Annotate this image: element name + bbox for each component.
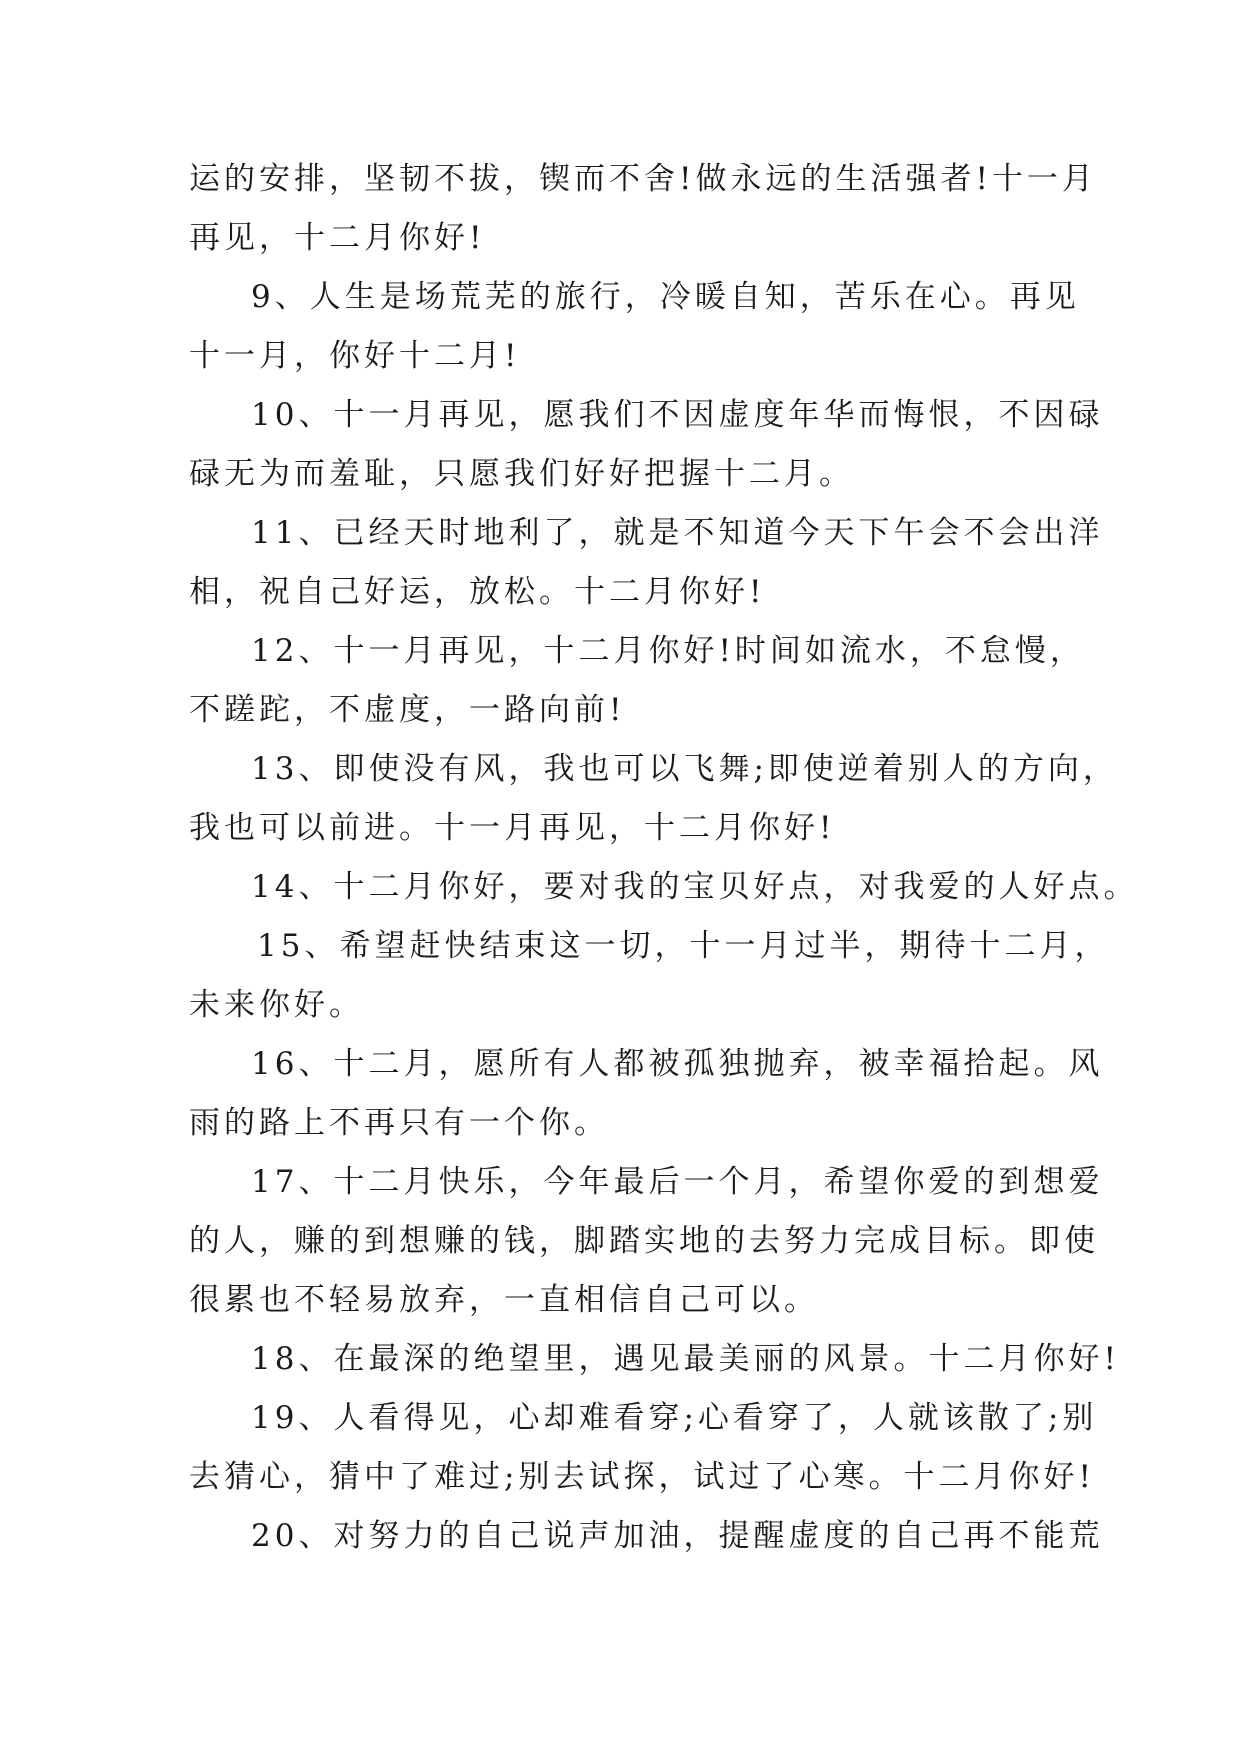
text-line: 再见，十二月你好! [189, 220, 486, 256]
text-line: 雨的路上不再只有一个你。 [189, 1105, 609, 1141]
text-line: 十一月，你好十二月! [189, 338, 521, 374]
paragraph-19-line: 19、人看得见，心却难看穿;心看穿了，人就该散了;别 [251, 1400, 1098, 1436]
paragraph-20-line: 20、对努力的自己说声加油，提醒虚度的自己再不能荒 [251, 1518, 1104, 1554]
text-line: 去猜心，猜中了难过;别去试探，试过了心寒。十二月你好! [189, 1459, 1095, 1495]
paragraph-14-line: 14、十二月你好，要对我的宝贝好点，对我爱的人好点。 [251, 869, 1139, 905]
paragraph-17-line: 17、十二月快乐，今年最后一个月，希望你爱的到想爱 [251, 1164, 1104, 1200]
paragraph-9-line: 9、人生是场荒芜的旅行，冷暖自知，苦乐在心。再见 [251, 279, 1080, 315]
paragraph-18-line: 18、在最深的绝望里，遇见最美丽的风景。十二月你好! [251, 1341, 1120, 1377]
paragraph-12-line: 12、十一月再见，十二月你好!时间如流水，不怠慢， [251, 633, 1085, 669]
text-line: 运的安排，坚韧不拔，锲而不舍!做永远的生活强者!十一月 [189, 161, 1097, 197]
text-line: 不蹉跎，不虚度，一路向前! [189, 692, 626, 728]
document-body [189, 150, 1139, 1566]
text-line: 我也可以前进。十一月再见，十二月你好! [189, 810, 836, 846]
text-line: 相，祝自己好运，放松。十二月你好! [189, 574, 766, 610]
paragraph-15-line: 15、希望赶快结束这一切，十一月过半，期待十二月， [257, 928, 1110, 964]
paragraph-11-line: 11、已经天时地利了，就是不知道今天下午会不会出洋 [251, 515, 1104, 551]
paragraph-16-line: 16、十二月，愿所有人都被孤独抛弃，被幸福拾起。风 [251, 1046, 1104, 1082]
paragraph-10-line: 10、十一月再见，愿我们不因虚度年华而悔恨，不因碌 [251, 397, 1104, 433]
text-line: 未来你好。 [189, 987, 364, 1023]
text-line: 很累也不轻易放弃，一直相信自己可以。 [189, 1282, 819, 1318]
paragraph-13-line: 13、即使没有风，我也可以飞舞;即使逆着别人的方向， [251, 751, 1118, 787]
text-line: 的人，赚的到想赚的钱，脚踏实地的去努力完成目标。即使 [189, 1223, 1099, 1259]
text-line: 碌无为而羞耻，只愿我们好好把握十二月。 [189, 456, 854, 492]
